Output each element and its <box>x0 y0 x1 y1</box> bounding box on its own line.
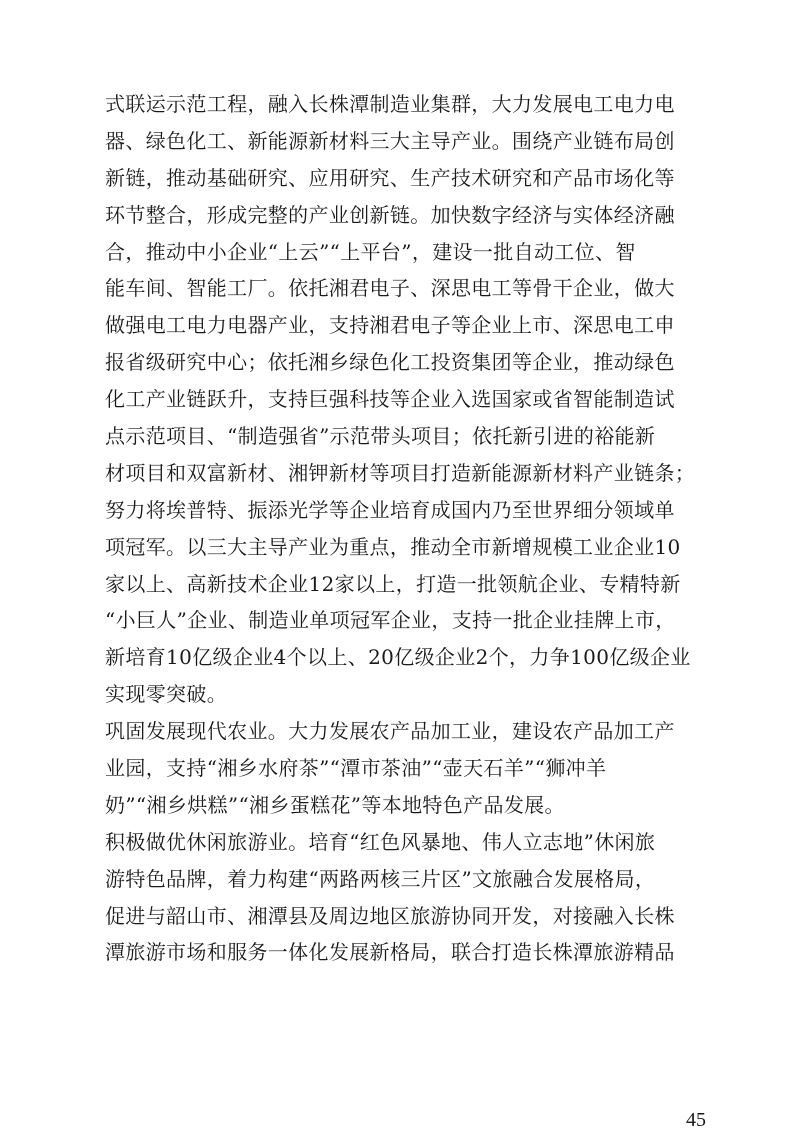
text-line: 器、绿色化工、新能源新材料三大主导产业。围绕产业链布局创 <box>105 128 675 153</box>
text-line: “小巨人”企业、制造业单项冠军企业，支持一批企业挂牌上市， <box>105 608 676 633</box>
page-number: 45 <box>686 1109 706 1131</box>
text-line: 业园，支持“湘乡水府茶”“潭市茶油”“壶天石羊”“狮冲羊 <box>105 756 607 781</box>
text-line: 巩固发展现代农业。大力发展农产品加工业，建设农产品加工产 <box>105 719 675 744</box>
text-line: 努力将埃普特、振添光学等企业培育成国内乃至世界细分领域单 <box>105 497 675 522</box>
text-line: 家以上、高新技术企业12家以上，打造一批领航企业、专精特新 <box>105 571 681 596</box>
text-line: 材项目和双富新材、湘钾新材等项目打造新能源新材料产业链条； <box>105 460 696 485</box>
text-line: 环节整合，形成完整的产业创新链。加快数字经济与实体经济融 <box>105 202 675 227</box>
text-line: 项冠军。以三大主导产业为重点，推动全市新增规模工业企业10 <box>105 534 681 559</box>
text-line: 点示范项目、“制造强省”示范带头项目；依托新引进的裕能新 <box>105 424 656 449</box>
body-text <box>105 86 710 971</box>
text-line: 新培育10亿级企业4个以上、20亿级企业2个，力争100亿级企业 <box>105 645 691 670</box>
text-line: 式联运示范工程，融入长株潭制造业集群，大力发展电工电力电 <box>105 92 675 116</box>
text-line: 新链，推动基础研究、应用研究、生产技术研究和产品市场化等 <box>105 165 675 190</box>
text-line: 积极做优休闲旅游业。培育“红色风暴地、伟人立志地”休闲旅 <box>105 829 656 854</box>
text-line: 奶”“湘乡烘糕”“湘乡蛋糕花”等本地特色产品发展。 <box>105 792 565 817</box>
text-line: 游特色品牌，着力构建“两路两核三片区”文旅融合发展格局， <box>105 866 656 891</box>
text-line: 实现零突破。 <box>105 682 228 707</box>
text-line: 化工产业链跃升，支持巨强科技等企业入选国家或省智能制造试 <box>105 387 675 412</box>
text-line: 能车间、智能工厂。依托湘君电子、深思电工等骨干企业，做大 <box>105 276 675 301</box>
text-line: 潭旅游市场和服务一体化发展新格局，联合打造长株潭旅游精品 <box>105 940 675 965</box>
text-line: 做强电工电力电器产业，支持湘君电子等企业上市、深思电工申 <box>105 313 675 338</box>
text-line: 报省级研究中心；依托湘乡绿色化工投资集团等企业，推动绿色 <box>105 350 675 375</box>
text-line: 合，推动中小企业“上云”“上平台”，建设一批自动工位、智 <box>105 239 636 264</box>
text-line: 促进与韶山市、湘潭县及周边地区旅游协同开发，对接融入长株 <box>105 903 675 928</box>
